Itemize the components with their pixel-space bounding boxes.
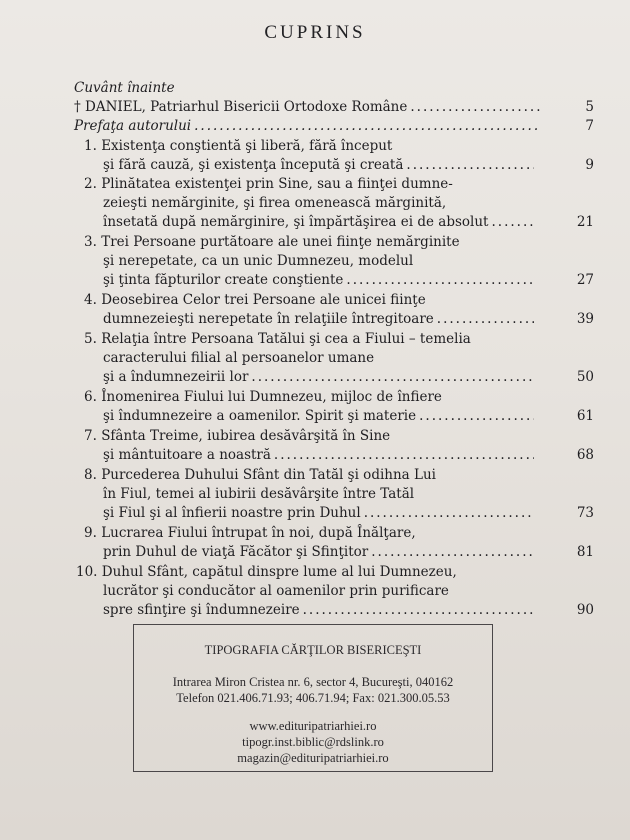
chapter-page: 73 (576, 505, 594, 521)
dot-leader (419, 407, 534, 426)
chapter-number: 2. (84, 176, 97, 192)
chapter-page: 68 (576, 447, 594, 463)
preface-page: 7 (585, 118, 594, 134)
chapter-page: 81 (576, 544, 594, 560)
chapter-title-line: spre sfinţire şi îndumnezeire (103, 602, 300, 618)
chapter-title-line: însetată după nemărginire, şi împărtăşirea ei de absolut (103, 214, 489, 230)
chapter-title-last-line (103, 601, 537, 620)
chapter-title-line: Existenţa conştientă şi liberă, fără început (101, 138, 393, 154)
chapter-title-line: în Fiul, temei al iubirii desăvârşite între Tatăl (103, 486, 415, 502)
chapter-title-line: şi a îndumnezeirii lor (103, 369, 249, 385)
chapter-page: 50 (576, 369, 594, 385)
chapter-title-line: Purcederea Duhului Sfânt din Tatăl şi odihna Lui (101, 467, 436, 483)
chapter-page: 27 (576, 272, 594, 288)
chapter-title-line: şi ţinta făpturilor create conştiente (103, 272, 344, 288)
printer-email: magazin@edituripatriarhiei.ro (237, 751, 389, 765)
foreword-heading: Cuvânt înainte (74, 80, 175, 96)
chapter-title-last-line (103, 271, 537, 290)
dot-leader (303, 601, 534, 620)
dot-leader (437, 310, 534, 329)
chapter-title-line: Lucrarea Fiului întrupat în noi, după Înălţare, (101, 525, 416, 541)
foreword-page: 5 (585, 99, 594, 115)
chapter-number: 1. (84, 138, 97, 154)
toc-entry-chapter (84, 466, 436, 485)
chapter-title-last-line (103, 310, 537, 329)
chapter-number: 10. (76, 564, 98, 580)
chapter-page: 21 (576, 214, 594, 230)
chapter-title-last-line (103, 543, 537, 562)
imprint-box (133, 624, 493, 772)
chapter-page: 39 (576, 311, 594, 327)
dot-leader (364, 504, 534, 523)
chapter-title-line: şi mântuitoare a noastră (103, 447, 271, 463)
dot-leader (410, 98, 541, 117)
toc-entry-chapter (84, 524, 416, 543)
toc-entry-chapter (84, 427, 390, 446)
chapter-title-line: şi îndumnezeire a oamenilor. Spirit şi materie (103, 408, 417, 424)
chapter-title-last-line (103, 368, 537, 387)
chapter-page: 90 (576, 602, 594, 618)
chapter-title-last-line (103, 407, 537, 426)
chapter-number: 3. (84, 234, 97, 250)
toc-entry-chapter (84, 330, 471, 349)
dot-leader (251, 368, 534, 387)
chapter-number: 9. (84, 525, 97, 541)
dot-leader (371, 543, 534, 562)
chapter-title-last-line (103, 156, 537, 175)
chapter-title-last-line (103, 504, 537, 523)
chapter-title-line: şi fără cauză, şi existenţa începută şi creată (103, 157, 404, 173)
preface-title: Prefaţa autorului (74, 118, 192, 134)
dot-leader (194, 117, 541, 136)
chapter-number: 4. (84, 292, 97, 308)
chapter-title-line: lucrător şi conducător al oamenilor prin purificare (103, 583, 449, 599)
chapter-title-line: zeieşti nemărginite, şi firea omenească mărginită, (103, 195, 447, 211)
dot-leader (346, 271, 534, 290)
toc-entry-chapter (76, 563, 457, 582)
foreword-author: † DANIEL, Patriarhul Bisericii Ortodoxe Române (74, 99, 408, 115)
chapter-title-line: Sfânta Treime, iubirea desăvârşită în Sine (101, 428, 391, 444)
dot-leader (491, 213, 534, 232)
chapter-title-line: caracterului filial al persoanelor umane (103, 350, 375, 366)
chapter-title-line: Deosebirea Celor trei Persoane ale unicei fiinţe (101, 292, 426, 308)
printer-name: TIPOGRAFIA CĂRŢILOR BISERICEŞTI (204, 643, 422, 657)
chapter-title-line: prin Duhul de viaţă Făcător şi Sfinţitor (103, 544, 369, 560)
chapter-number: 7. (84, 428, 97, 444)
toc-entry-chapter (84, 291, 426, 310)
chapter-title-line: şi Fiul şi al înfierii noastre prin Duhul (103, 505, 361, 521)
chapter-title-line: Plinătatea existenţei prin Sine, sau a fiinţei dumne- (101, 176, 453, 192)
chapter-title-line: şi nerepetate, ca un unic Dumnezeu, modelul (103, 253, 414, 269)
chapter-title-line: Relaţia între Persoana Tatălui şi cea a Fiului – temelia (101, 331, 471, 347)
printer-website: www.edituripatriarhiei.ro (249, 719, 377, 733)
printer-phone: Telefon 021.406.71.93; 406.71.94; Fax: 021.300.05.53 (176, 691, 450, 705)
printer-email: tipogr.inst.biblic@rdslink.ro (242, 735, 384, 749)
printer-address: Intrarea Miron Cristea nr. 6, sector 4, Bucureşti, 040162 (172, 675, 454, 689)
chapter-page: 61 (576, 408, 594, 424)
toc-entry-foreword (74, 98, 544, 117)
chapter-title-last-line (103, 446, 537, 465)
dot-leader (274, 446, 534, 465)
toc-entry-chapter (84, 388, 442, 407)
chapter-page: 9 (585, 157, 594, 173)
chapter-title-line: Trei Persoane purtătoare ale unei fiinţe nemărginite (101, 234, 460, 250)
dot-leader (406, 156, 534, 175)
toc-entry-chapter (84, 175, 453, 194)
chapter-title-line: dumnezeieşti nerepetate în relaţiile întregitoare (103, 311, 434, 327)
chapter-title-last-line (103, 213, 537, 232)
chapter-title-line: Duhul Sfânt, capătul dinspre lume al lui Dumnezeu, (101, 564, 457, 580)
chapter-number: 6. (84, 389, 97, 405)
toc-entry-preface (74, 117, 544, 136)
toc-entry-chapter (84, 233, 460, 252)
chapter-number: 8. (84, 467, 97, 483)
chapter-title-line: Înomenirea Fiului lui Dumnezeu, mijloc de înfiere (101, 389, 442, 405)
chapter-number: 5. (84, 331, 97, 347)
toc-entry-chapter (84, 137, 392, 156)
page-title: CUPRINS (264, 22, 366, 43)
